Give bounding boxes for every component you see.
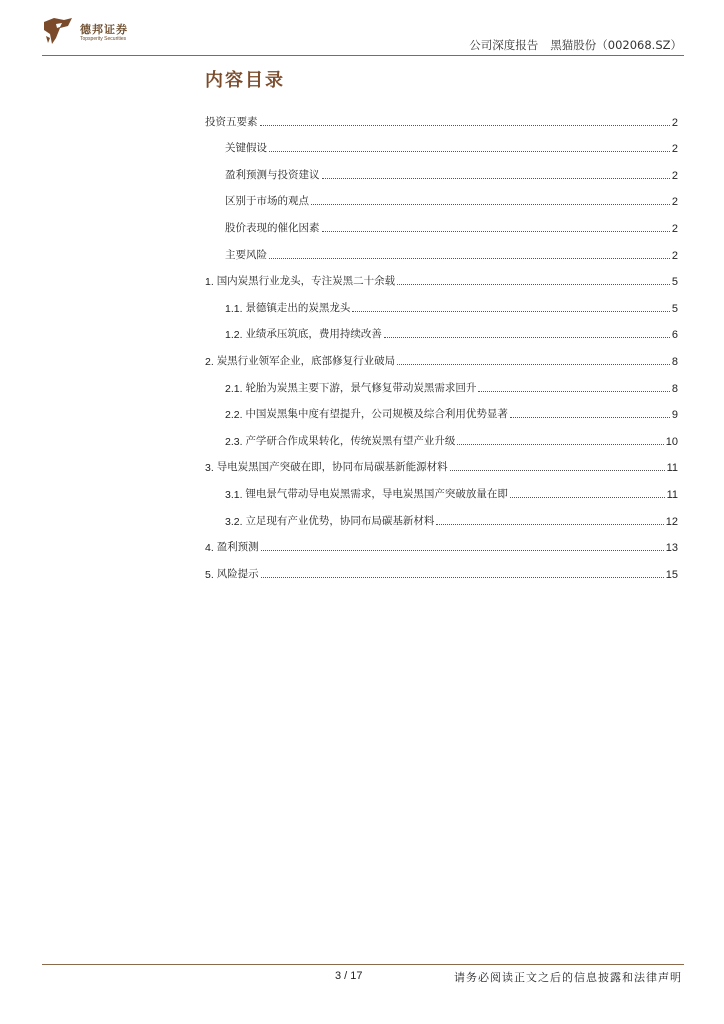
toc-entry-number: 5. (205, 568, 217, 581)
toc-entry-text: 盈利预测与投资建议 (225, 168, 320, 181)
toc-entry-line (225, 140, 678, 157)
toc-entry-number: 2. (205, 355, 217, 368)
toc-leader-dots (397, 364, 670, 365)
toc-entry-line (225, 220, 678, 237)
toc-leader-dots (261, 577, 664, 578)
toc-entry-text: 中国炭黑集中度有望提升，公司规模及综合利用优势显著 (245, 408, 508, 421)
toc-leader-dots (510, 417, 670, 418)
toc-entry[interactable] (205, 104, 678, 131)
toc-entry-text: 投资五要素 (205, 115, 258, 128)
toc-entry-text: 锂电景气带动导电炭黑需求，导电炭黑国产突破放量在即 (245, 487, 508, 500)
toc-entry[interactable] (205, 397, 678, 424)
toc-entry[interactable] (205, 131, 678, 158)
toc-entry-text: 炭黑行业领军企业，底部修复行业破局 (216, 354, 396, 367)
toc-entry-text: 轮胎为炭黑主要下游，景气修复带动炭黑需求回升 (245, 381, 477, 394)
toc-leader-dots (450, 470, 665, 471)
toc-entry-page: 8 (671, 355, 678, 368)
toc-entry-line (225, 300, 678, 317)
toc-entry-number: 3. (205, 462, 217, 475)
toc-entry-line (225, 406, 678, 423)
toc-title: 内容目录 (205, 70, 285, 91)
toc-entry-number: 2.1. (225, 382, 246, 395)
toc-entry[interactable] (205, 184, 678, 211)
toc-entry[interactable] (205, 423, 678, 450)
table-of-contents (205, 104, 678, 583)
toc-entry-text: 立足现有产业优势，协同布局碳基新材料 (245, 514, 435, 527)
toc-entry-line (225, 380, 678, 397)
toc-entry-page: 2 (671, 143, 678, 156)
toc-entry[interactable] (205, 343, 678, 370)
logo-chinese-name: 德邦证券 (80, 23, 128, 36)
toc-entry[interactable] (205, 450, 678, 477)
toc-entry-line (225, 433, 678, 450)
toc-entry-number: 1.1. (225, 302, 246, 315)
toc-entry-text: 主要风险 (225, 248, 267, 261)
toc-entry-page: 5 (671, 276, 678, 289)
toc-entry-text: 盈利预测 (216, 541, 259, 554)
toc-entry-page: 12 (665, 515, 678, 528)
toc-leader-dots (269, 258, 670, 259)
toc-entry[interactable] (205, 264, 678, 291)
toc-leader-dots (322, 231, 670, 232)
toc-leader-dots (269, 151, 670, 152)
toc-leader-dots (397, 284, 670, 285)
toc-leader-dots (457, 444, 663, 445)
toc-entry-line (205, 566, 678, 583)
toc-entry-page: 2 (671, 116, 678, 129)
toc-entry-number: 1.2. (225, 329, 246, 342)
toc-entry[interactable] (205, 370, 678, 397)
toc-entry[interactable] (205, 210, 678, 237)
toc-entry[interactable] (205, 317, 678, 344)
company-name: 黑猫股份（002068.SZ） (550, 38, 682, 52)
toc-entry-text: 关键假设 (225, 142, 267, 155)
toc-entry-page: 13 (665, 542, 678, 555)
toc-entry[interactable] (205, 290, 678, 317)
toc-entry-text: 股价表现的催化因素 (225, 221, 320, 234)
toc-leader-dots (311, 204, 670, 205)
toc-leader-dots (352, 311, 669, 312)
toc-leader-dots (436, 524, 663, 525)
toc-entry[interactable] (205, 237, 678, 264)
toc-entry-page: 2 (671, 249, 678, 262)
toc-entry-line (225, 167, 678, 184)
toc-entry-line (205, 539, 678, 556)
toc-entry-page: 11 (666, 462, 678, 475)
toc-entry-line (225, 193, 678, 210)
toc-entry-text: 区别于市场的观点 (225, 195, 309, 208)
toc-leader-dots (322, 178, 670, 179)
toc-entry[interactable] (205, 530, 678, 557)
footer-disclaimer: 请务必阅读正文之后的信息披露和法律声明 (454, 971, 682, 984)
header-report-info (469, 37, 682, 53)
logo-english-name: Topsperity Securities (80, 36, 127, 42)
toc-entry-line (205, 273, 678, 290)
toc-entry-number: 2.3. (225, 435, 246, 448)
toc-entry-page: 11 (666, 488, 678, 501)
header-divider (42, 55, 684, 56)
toc-entry[interactable] (205, 476, 678, 503)
toc-entry-page: 2 (671, 169, 678, 182)
toc-entry[interactable] (205, 503, 678, 530)
toc-entry-line (225, 326, 678, 343)
page-number: 3 / 17 (335, 970, 363, 982)
toc-entry-page: 8 (671, 382, 678, 395)
toc-entry-number: 4. (205, 542, 217, 555)
toc-entry-page: 15 (665, 568, 678, 581)
toc-entry-page: 9 (671, 409, 678, 422)
toc-entry-page: 6 (671, 329, 678, 342)
toc-entry-text: 产学研合作成果转化，传统炭黑有望产业升级 (245, 434, 456, 447)
toc-entry-number: 3.1. (225, 488, 246, 501)
toc-entry[interactable] (205, 157, 678, 184)
toc-entry-line (205, 459, 678, 476)
toc-leader-dots (478, 391, 669, 392)
toc-leader-dots (260, 125, 670, 126)
toc-leader-dots (261, 550, 664, 551)
toc-entry-line (225, 486, 678, 503)
toc-leader-dots (384, 337, 670, 338)
company-logo-icon (42, 16, 74, 46)
toc-entry-number: 2.2. (225, 409, 246, 422)
toc-entry-page: 10 (665, 435, 678, 448)
toc-entry-line (225, 513, 678, 530)
toc-entry-line (205, 353, 678, 370)
toc-entry-line (225, 247, 678, 264)
footer-divider (42, 964, 684, 965)
toc-entry-text: 风险提示 (216, 567, 259, 580)
toc-entry-text: 景德镇走出的炭黑龙头 (245, 301, 351, 314)
toc-entry-text: 业绩承压筑底，费用持续改善 (245, 328, 382, 341)
toc-entry-page: 2 (671, 196, 678, 209)
toc-entry-page: 2 (671, 222, 678, 235)
toc-entry-number: 1. (205, 276, 217, 289)
toc-leader-dots (510, 497, 665, 498)
report-type: 公司深度报告 (469, 38, 539, 52)
toc-entry-text: 导电炭黑国产突破在即，协同布局碳基新能源材料 (216, 461, 448, 474)
toc-entry-page: 5 (671, 302, 678, 315)
toc-entry-text: 国内炭黑行业龙头，专注炭黑二十余载 (216, 275, 396, 288)
toc-entry[interactable] (205, 556, 678, 583)
toc-entry-line (205, 114, 678, 131)
toc-entry-number: 3.2. (225, 515, 246, 528)
